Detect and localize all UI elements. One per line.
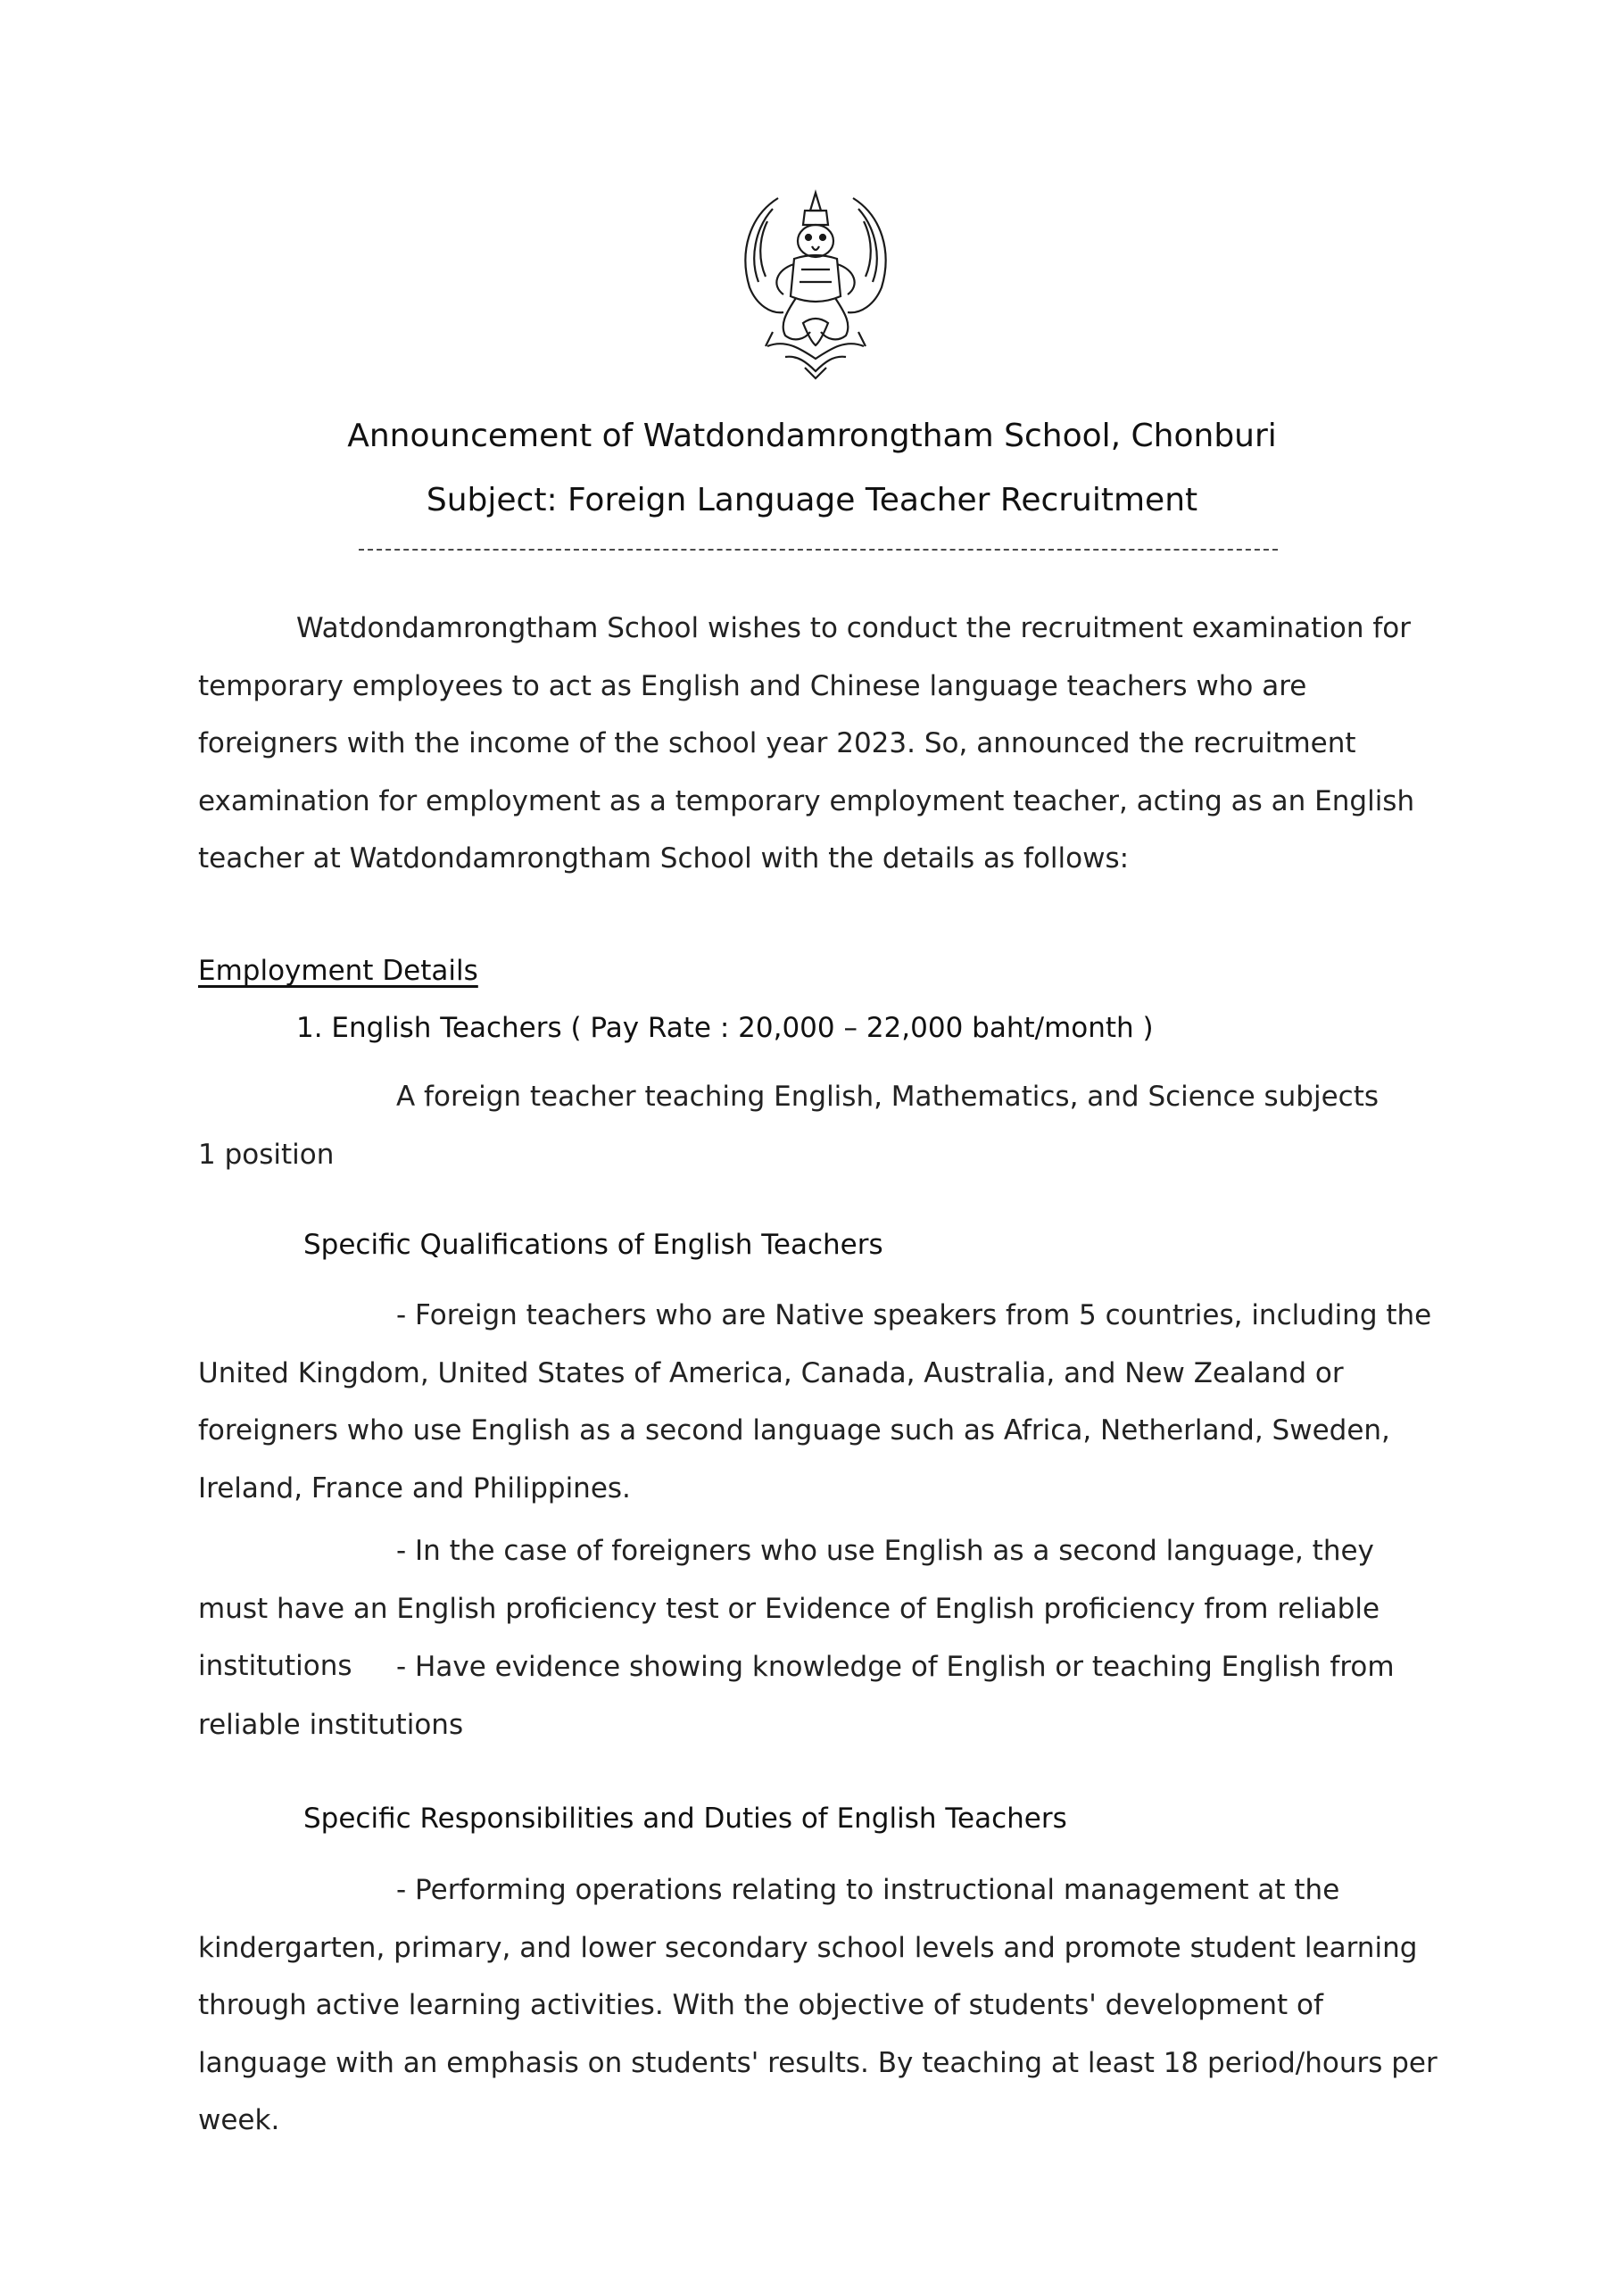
qualifications-heading: Specific Qualifications of English Teachers	[303, 1229, 883, 1261]
qualification-first-line: - In the case of foreigners who use English as a second language, they must	[198, 1535, 1374, 1625]
title-separator	[359, 549, 1278, 551]
responsibility-item	[198, 1861, 1438, 2150]
position-desc-line2: 1 position	[198, 1138, 335, 1171]
employment-details-heading: Employment Details	[198, 955, 478, 987]
intro-rest: temporary employees to act as English and Chinese language teachers who are foreigners with the income of the school year 2023. So, announced the recruitment examination for employment as a temporary employment teacher, acting as an English teacher at Watdondamrongtham School with the details as follows:	[198, 669, 1415, 874]
responsibility-rest: kindergarten, primary, and lower secondary school levels and promote student learning through active learning activities. With the objective of students' development of language with an emphasis on students' results. By teaching at least 18 period/hours per week.	[198, 1931, 1438, 2136]
garuda-emblem-icon	[732, 189, 899, 381]
position-desc-line1: A foreign teacher teaching English, Mathematics, and Science subjects	[396, 1081, 1379, 1113]
responsibility-first-line: - Performing operations relating to instructional management at the	[396, 1874, 1340, 1906]
qualification-rest: United Kingdom, United States of America, Canada, Australia, and New Zealand or foreigners who use English as a second language such as Africa, Netherland, Sweden, Ireland, France and Philippines.	[198, 1356, 1390, 1504]
responsibilities-heading: Specific Responsibilities and Duties of English Teachers	[303, 1803, 1067, 1835]
qualification-item	[198, 1638, 1438, 1753]
qualification-rest: have an English proficiency test or Evidence of English proficiency from reliable institutions	[198, 1592, 1380, 1682]
english-teacher-position-heading: 1. English Teachers ( Pay Rate : 20,000 – 22,000 baht/month )	[296, 1012, 1154, 1044]
position-description	[198, 1068, 1438, 1183]
qualification-item	[198, 1287, 1438, 1517]
intro-paragraph	[198, 600, 1438, 888]
qualification-first-line: - Foreign teachers who are Native speakers from 5 countries, including the	[396, 1299, 1432, 1331]
qualification-rest: reliable institutions	[198, 1708, 464, 1741]
intro-line1: Watdondamrongtham School wishes to conduct the recruitment examination for	[296, 612, 1411, 644]
announcement-subject: Subject: Foreign Language Teacher Recruitment	[426, 482, 1198, 518]
qualification-first-line: - Have evidence showing knowledge of English or teaching English from	[396, 1651, 1395, 1683]
announcement-title: Announcement of Watdondamrongtham School, Chonburi	[347, 418, 1277, 454]
